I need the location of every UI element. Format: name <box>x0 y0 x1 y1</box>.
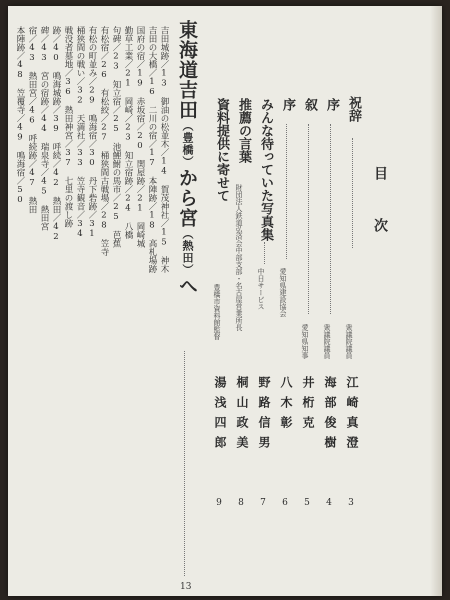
leader-dots <box>352 138 353 248</box>
index-col-12: 宿／43 熱田宮／46 呼続跡／47 熱田 <box>27 26 37 214</box>
toc-entry-2-page: 4 <box>324 498 334 508</box>
title-paren-2: （熱田） <box>181 228 194 276</box>
index-col-13: 本陣跡／48 笠覆寺／49 鳴海宿／50 <box>15 26 25 205</box>
title-part-b: から宮 <box>176 168 198 228</box>
toc-entry-5-role: 中日サービス <box>257 268 265 310</box>
index-col-8: 桶狭間の戦い／32 天満社／33 笠寺観音／34 <box>75 26 85 239</box>
index-col-6: 有松宿／26 有松絞／27 桶狭間古戦場／28 笠寺 <box>99 26 109 256</box>
toc-entry-2-role: 衆議院議員 <box>323 324 331 359</box>
index-col-3: 国府の宿／19 赤坂宿／20 関屋跡／21 岡崎城 <box>135 26 145 248</box>
toc-entry-1-author: 江崎真澄 <box>345 376 359 456</box>
page-number: 13 <box>180 582 192 592</box>
toc-entry-7-page: 9 <box>214 498 224 508</box>
toc-entry-6: 推薦の言葉 <box>236 98 251 163</box>
toc-entry-3-page: 5 <box>302 498 312 508</box>
toc-entry-4-author: 八木彰 <box>279 376 293 436</box>
index-col-5: 句碑／23 知立宿／25 池鯉鮒の馬市／25 芭蕉 <box>111 26 121 248</box>
index-col-11: 碑／43 宮の宿跡／44 瑞泉寺／45 熱田宮 <box>39 26 49 231</box>
index-col-9: 戦没者墓地／36 熱田神宮／37 七里の渡し跡 <box>63 26 73 228</box>
toc-entry-3: 叙 <box>302 98 317 111</box>
index-col-2: 吉田の大橋／16 二川の宿／17 本陣跡／18 高札場跡 <box>147 26 157 273</box>
book-page <box>8 6 442 596</box>
toc-entry-4: 序 <box>280 98 295 111</box>
index-col-4: 勤草工業／21 岡崎／23 知立宿跡／24 八橋 <box>123 26 133 239</box>
toc-entry-7: 資料提供に寄せて <box>214 98 229 202</box>
toc-entry-6-author: 桐山政美 <box>235 376 249 456</box>
toc-entry-3-role: 愛知県知事 <box>301 324 309 359</box>
index-col-7: 有松の町並み／29 鳴海宿／30 丹下砦跡／31 <box>87 26 97 239</box>
page-edge-shadow <box>430 6 442 596</box>
toc-entry-4-role: 愛知県建設協会 <box>279 268 287 317</box>
toc-entry-1-role: 衆議院議員 <box>345 324 353 359</box>
leader-dots <box>330 124 331 314</box>
toc-entry-5-page: 7 <box>258 498 268 508</box>
leader-dots <box>286 124 287 259</box>
leader-dots <box>308 124 309 314</box>
section-title <box>174 20 201 296</box>
toc-entry-5: みんな待っていた写真集 <box>258 98 273 241</box>
toc-entry-6-role: 財団法人鉄道弘済会中部支部・名古屋営業所長 <box>235 184 243 331</box>
toc-entry-6-page: 8 <box>236 498 246 508</box>
title-paren-1: （豊橋） <box>181 120 194 168</box>
title-part-a: 東海道吉田 <box>176 20 198 120</box>
toc-entry-2: 序 <box>324 98 339 111</box>
toc-entry-1-page: 3 <box>346 498 356 508</box>
title-part-c: へ <box>176 276 198 296</box>
index-col-1: 吉田城跡／13 御油の松並木／14 賀茂神社／15 神木 <box>159 26 169 273</box>
toc-entry-1: 祝辞 <box>346 96 361 122</box>
toc-entry-4-page: 6 <box>280 498 290 508</box>
toc-entry-7-role: 豊橋市資料館監督 <box>213 284 221 340</box>
index-col-10: 跡／40 鳴海城跡／39 呼続／42 熱田／42 <box>51 26 61 242</box>
toc-heading: 目次 <box>372 166 388 270</box>
toc-entry-3-author: 井桁克 <box>301 376 315 436</box>
toc-entry-2-author: 海部俊樹 <box>323 376 337 456</box>
toc-entry-7-author: 湯浅四郎 <box>213 376 227 456</box>
leader-dots <box>264 242 265 264</box>
toc-entry-5-author: 野路信男 <box>257 376 271 456</box>
title-leader-dots <box>184 351 185 576</box>
